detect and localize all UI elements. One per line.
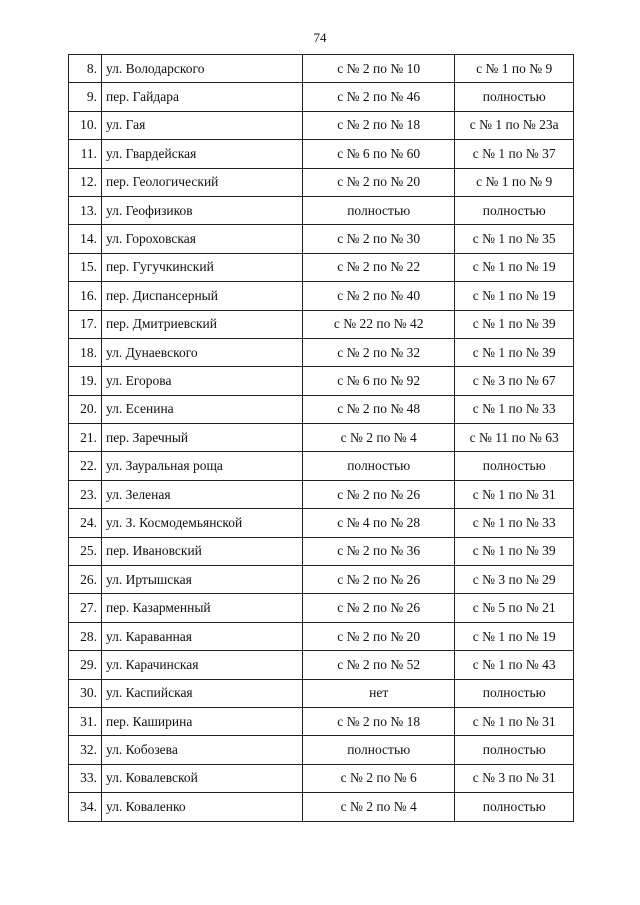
street-name-cell: ул. Гороховская <box>101 225 302 253</box>
page-number: 74 <box>313 30 327 45</box>
table-row <box>69 395 574 423</box>
street-name-cell: ул. Коваленко <box>101 793 302 821</box>
row-number-cell: 30. <box>69 679 102 707</box>
table-row <box>69 480 574 508</box>
even-houses-cell: с № 2 по № 18 <box>302 707 455 735</box>
odd-houses-cell: с № 1 по № 39 <box>455 310 574 338</box>
even-houses-cell: с № 2 по № 46 <box>302 83 455 111</box>
street-name-cell: пер. Гугучкинский <box>101 253 302 281</box>
even-houses-cell: с № 2 по № 26 <box>302 566 455 594</box>
even-houses-cell: с № 6 по № 60 <box>302 140 455 168</box>
odd-houses-cell: с № 1 по № 19 <box>455 253 574 281</box>
even-houses-cell: с № 2 по № 40 <box>302 282 455 310</box>
row-number-cell: 11. <box>69 140 102 168</box>
even-houses-cell: полностью <box>302 452 455 480</box>
odd-houses-cell: с № 1 по № 19 <box>455 282 574 310</box>
table-row <box>69 253 574 281</box>
table-row <box>69 282 574 310</box>
odd-houses-cell: с № 3 по № 31 <box>455 764 574 792</box>
row-number-cell: 29. <box>69 651 102 679</box>
street-name-cell: ул. Гвардейская <box>101 140 302 168</box>
odd-houses-cell: с № 1 по № 33 <box>455 395 574 423</box>
table-row <box>69 338 574 366</box>
even-houses-cell: с № 2 по № 26 <box>302 594 455 622</box>
even-houses-cell: с № 2 по № 4 <box>302 793 455 821</box>
row-number-cell: 28. <box>69 622 102 650</box>
table-row <box>69 793 574 821</box>
table-row <box>69 622 574 650</box>
even-houses-cell: полностью <box>302 196 455 224</box>
table-row <box>69 55 574 83</box>
street-name-cell: ул. Володарского <box>101 55 302 83</box>
row-number-cell: 23. <box>69 480 102 508</box>
row-number-cell: 24. <box>69 509 102 537</box>
even-houses-cell: с № 2 по № 36 <box>302 537 455 565</box>
odd-houses-cell: с № 1 по № 39 <box>455 338 574 366</box>
even-houses-cell: с № 2 по № 30 <box>302 225 455 253</box>
table-row <box>69 566 574 594</box>
even-houses-cell: с № 2 по № 18 <box>302 111 455 139</box>
row-number-cell: 31. <box>69 707 102 735</box>
table-row <box>69 196 574 224</box>
odd-houses-cell: с № 1 по № 43 <box>455 651 574 679</box>
even-houses-cell: с № 2 по № 20 <box>302 168 455 196</box>
row-number-cell: 19. <box>69 367 102 395</box>
odd-houses-cell: полностью <box>455 793 574 821</box>
row-number-cell: 15. <box>69 253 102 281</box>
street-name-cell: ул. Кобозева <box>101 736 302 764</box>
even-houses-cell: с № 2 по № 32 <box>302 338 455 366</box>
row-number-cell: 8. <box>69 55 102 83</box>
row-number-cell: 14. <box>69 225 102 253</box>
even-houses-cell: с № 22 по № 42 <box>302 310 455 338</box>
street-name-cell: ул. Каспийская <box>101 679 302 707</box>
row-number-cell: 12. <box>69 168 102 196</box>
even-houses-cell: с № 2 по № 10 <box>302 55 455 83</box>
row-number-cell: 25. <box>69 537 102 565</box>
table-row <box>69 679 574 707</box>
table-row <box>69 367 574 395</box>
table-row <box>69 764 574 792</box>
street-name-cell: пер. Ивановский <box>101 537 302 565</box>
even-houses-cell: нет <box>302 679 455 707</box>
street-name-cell: ул. Зеленая <box>101 480 302 508</box>
row-number-cell: 26. <box>69 566 102 594</box>
table-row <box>69 111 574 139</box>
table-row <box>69 651 574 679</box>
odd-houses-cell: с № 1 по № 31 <box>455 480 574 508</box>
odd-houses-cell: с № 3 по № 67 <box>455 367 574 395</box>
table-row <box>69 509 574 537</box>
table-row <box>69 424 574 452</box>
row-number-cell: 32. <box>69 736 102 764</box>
street-name-cell: ул. Гая <box>101 111 302 139</box>
row-number-cell: 18. <box>69 338 102 366</box>
row-number-cell: 33. <box>69 764 102 792</box>
street-name-cell: ул. Иртышская <box>101 566 302 594</box>
street-name-cell: пер. Казарменный <box>101 594 302 622</box>
row-number-cell: 17. <box>69 310 102 338</box>
row-number-cell: 10. <box>69 111 102 139</box>
odd-houses-cell: с № 1 по № 23а <box>455 111 574 139</box>
odd-houses-cell: с № 5 по № 21 <box>455 594 574 622</box>
row-number-cell: 16. <box>69 282 102 310</box>
street-name-cell: пер. Геологический <box>101 168 302 196</box>
street-name-cell: ул. Ковалевской <box>101 764 302 792</box>
row-number-cell: 20. <box>69 395 102 423</box>
street-name-cell: пер. Дмитриевский <box>101 310 302 338</box>
row-number-cell: 22. <box>69 452 102 480</box>
odd-houses-cell: с № 1 по № 33 <box>455 509 574 537</box>
even-houses-cell: с № 2 по № 52 <box>302 651 455 679</box>
odd-houses-cell: полностью <box>455 452 574 480</box>
street-name-cell: пер. Каширина <box>101 707 302 735</box>
table-row <box>69 707 574 735</box>
street-name-cell: пер. Гайдара <box>101 83 302 111</box>
street-name-cell: ул. Караванная <box>101 622 302 650</box>
odd-houses-cell: с № 1 по № 9 <box>455 55 574 83</box>
odd-houses-cell: с № 1 по № 19 <box>455 622 574 650</box>
even-houses-cell: с № 2 по № 22 <box>302 253 455 281</box>
table-row <box>69 83 574 111</box>
street-name-cell: ул. Геофизиков <box>101 196 302 224</box>
odd-houses-cell: с № 1 по № 37 <box>455 140 574 168</box>
row-number-cell: 34. <box>69 793 102 821</box>
odd-houses-cell: с № 1 по № 39 <box>455 537 574 565</box>
street-name-cell: ул. Есенина <box>101 395 302 423</box>
table-body <box>69 55 574 822</box>
street-name-cell: ул. Дунаевского <box>101 338 302 366</box>
street-name-cell: пер. Диспансерный <box>101 282 302 310</box>
odd-houses-cell: с № 1 по № 35 <box>455 225 574 253</box>
table-row <box>69 537 574 565</box>
table-row <box>69 736 574 764</box>
even-houses-cell: с № 6 по № 92 <box>302 367 455 395</box>
odd-houses-cell: с № 3 по № 29 <box>455 566 574 594</box>
table-row <box>69 225 574 253</box>
odd-houses-cell: полностью <box>455 196 574 224</box>
odd-houses-cell: полностью <box>455 679 574 707</box>
even-houses-cell: с № 2 по № 20 <box>302 622 455 650</box>
even-houses-cell: с № 2 по № 26 <box>302 480 455 508</box>
odd-houses-cell: с № 11 по № 63 <box>455 424 574 452</box>
odd-houses-cell: с № 1 по № 31 <box>455 707 574 735</box>
streets-table <box>68 54 574 822</box>
row-number-cell: 27. <box>69 594 102 622</box>
street-name-cell: ул. Егорова <box>101 367 302 395</box>
street-name-cell: ул. Карачинская <box>101 651 302 679</box>
odd-houses-cell: полностью <box>455 83 574 111</box>
odd-houses-cell: с № 1 по № 9 <box>455 168 574 196</box>
row-number-cell: 9. <box>69 83 102 111</box>
row-number-cell: 21. <box>69 424 102 452</box>
table-row <box>69 140 574 168</box>
even-houses-cell: полностью <box>302 736 455 764</box>
street-name-cell: ул. Зауральная роща <box>101 452 302 480</box>
street-name-cell: ул. З. Космодемьянской <box>101 509 302 537</box>
table-row <box>69 168 574 196</box>
odd-houses-cell: полностью <box>455 736 574 764</box>
table-row <box>69 452 574 480</box>
even-houses-cell: с № 4 по № 28 <box>302 509 455 537</box>
even-houses-cell: с № 2 по № 4 <box>302 424 455 452</box>
even-houses-cell: с № 2 по № 48 <box>302 395 455 423</box>
street-name-cell: пер. Заречный <box>101 424 302 452</box>
row-number-cell: 13. <box>69 196 102 224</box>
table-row <box>69 310 574 338</box>
table-row <box>69 594 574 622</box>
even-houses-cell: с № 2 по № 6 <box>302 764 455 792</box>
